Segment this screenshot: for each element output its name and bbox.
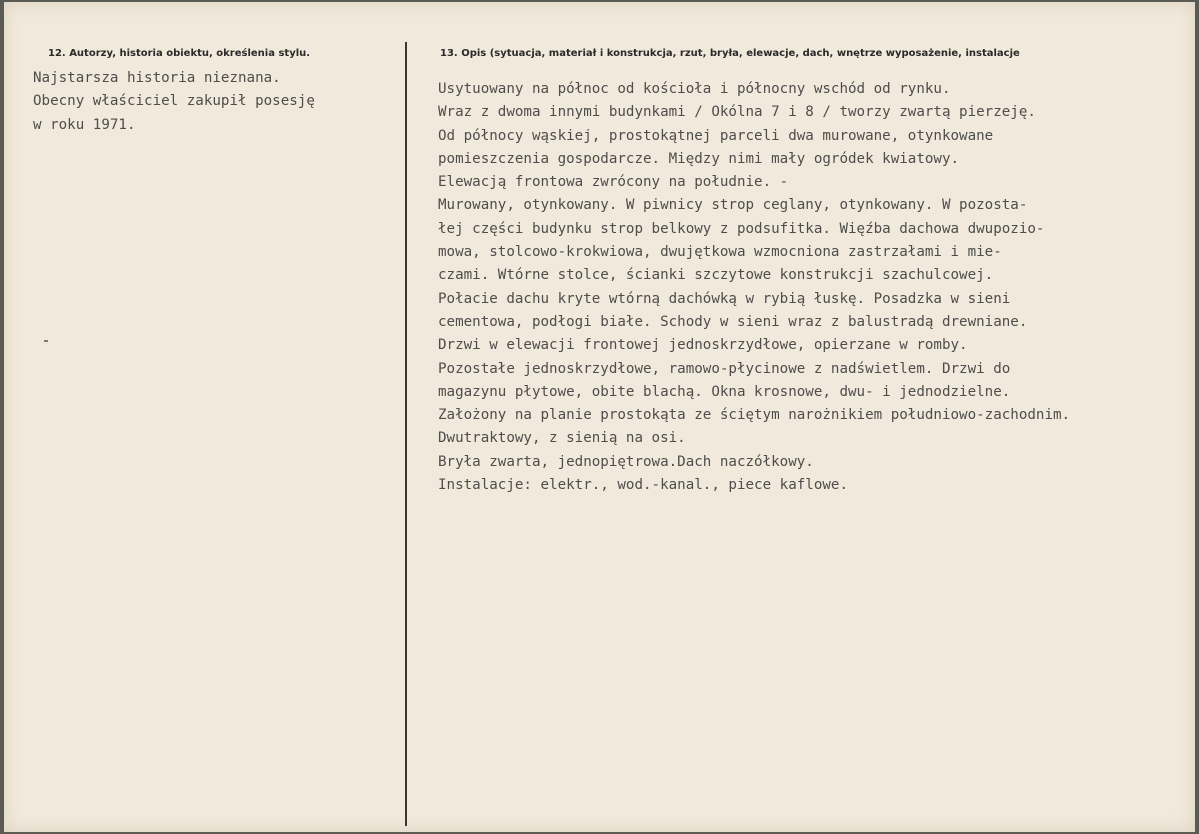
margin-mark xyxy=(44,340,48,342)
text-line: Połacie dachu kryte wtórną dachówką w rybią łuskę. Posadzka w sieni xyxy=(438,290,1011,307)
text-line: Drzwi w elewacji frontowej jednoskrzydłowe, opierzane w romby. xyxy=(438,337,968,354)
history-text xyxy=(33,67,315,137)
text-line: Dwutraktowy, z sienią na osi. xyxy=(438,430,686,447)
text-line: Instalacje: elektr., wod.-kanal., piece kaflowe. xyxy=(438,477,848,494)
text-line: Najstarsza historia nieznana. xyxy=(33,70,281,86)
section-13-heading: 13. Opis (sytuacja, materiał i konstrukcja, rzut, bryła, elewacje, dach, wnętrze wyposażenie, instalacje xyxy=(440,48,1020,59)
text-line: Obecny właściciel zakupił posesję xyxy=(33,93,315,110)
text-line: w roku 1971. xyxy=(33,116,136,133)
text-line: Murowany, otynkowany. W piwnicy strop ceglany, otynkowany. W pozosta- xyxy=(438,197,1028,214)
column-divider xyxy=(405,42,407,826)
text-line: Wraz z dwoma innymi budynkami / Okólna 7 i 8 / tworzy zwartą pierzeję. xyxy=(438,104,1036,121)
text-line: Bryła zwarta, jednopiętrowa.Dach naczółkowy. xyxy=(438,453,814,470)
text-line: Usytuowany na północ od kościoła i północny wschód od rynku. xyxy=(438,81,951,97)
text-line: czami. Wtórne stolce, ścianki szczytowe konstrukcji szachulcowej. xyxy=(438,267,994,284)
text-line: magazynu płytowe, obite blachą. Okna krosnowe, dwu- i jednodzielne. xyxy=(438,383,1011,400)
text-line: cementowa, podłogi białe. Schody w sieni wraz z balustradą drewniane. xyxy=(438,313,1028,330)
text-line: Elewacją frontowa zwrócony na południe. - xyxy=(438,174,789,191)
section-12-heading: 12. Autorzy, historia obiektu, określenia stylu. xyxy=(48,48,311,59)
description-text xyxy=(438,78,1070,497)
text-line: Założony na planie prostokąta ze ściętym narożnikiem południowo-zachodnim. xyxy=(438,407,1071,424)
text-line: łej części budynku strop belkowy z podsufitka. Więźba dachowa dwupozio- xyxy=(438,220,1045,237)
record-card xyxy=(4,2,1195,832)
text-line: mowa, stolcowo-krokwiowa, dwujętkowa wzmocniona zastrzałami i mie- xyxy=(438,244,1002,261)
text-line: Pozostałe jednoskrzydłowe, ramowo-płycinowe z nadświetlem. Drzwi do xyxy=(438,360,1011,377)
text-line: pomieszczenia gospodarcze. Między nimi mały ogródek kwiatowy. xyxy=(438,150,960,167)
text-line: Od północy wąskiej, prostokątnej parceli dwa murowane, otynkowane xyxy=(438,127,994,144)
